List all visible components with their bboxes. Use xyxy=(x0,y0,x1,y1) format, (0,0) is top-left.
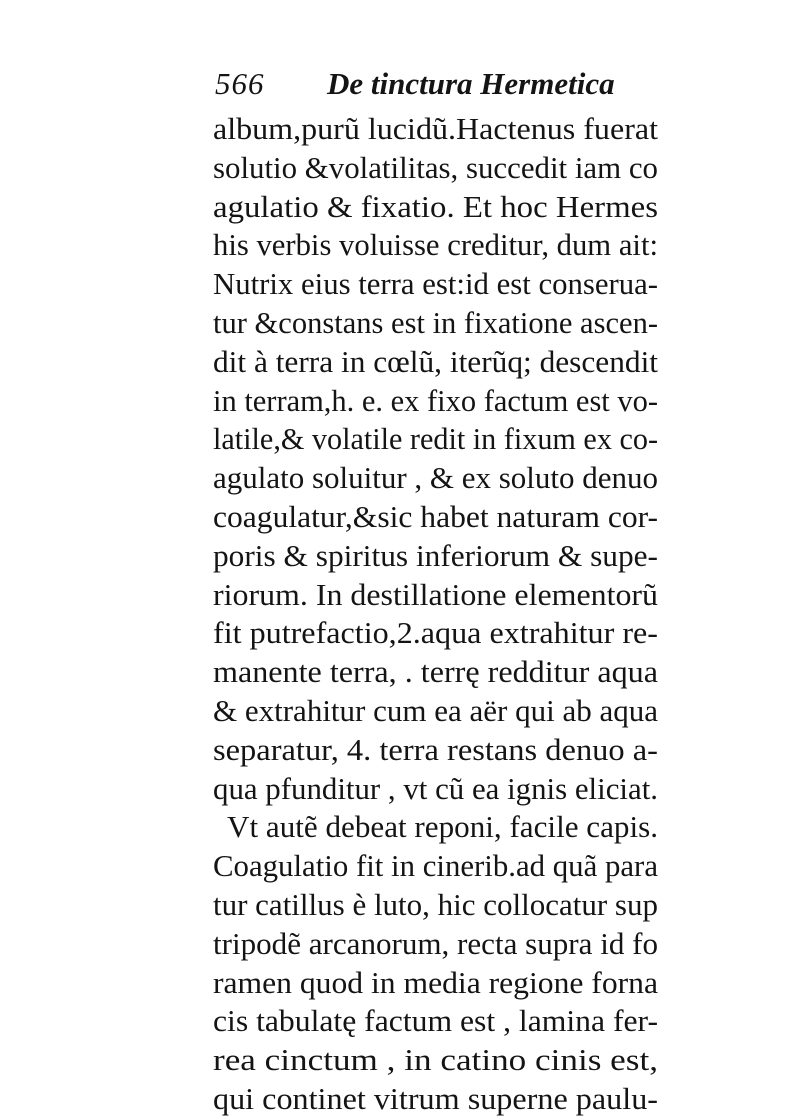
running-title: De tinctura Hermetica xyxy=(327,66,615,101)
text-line: album,purũ lucidũ.Hactenus fuerat xyxy=(213,111,658,146)
page-number: 566 xyxy=(215,66,265,101)
text-line: manente terra, . terrę redditur aqua xyxy=(213,654,658,690)
text-line: rea cinctum , in catino cinis est, xyxy=(213,1042,658,1078)
page-header xyxy=(215,66,615,110)
text-line: Nutrix eius terra est:id est conserua- xyxy=(213,266,658,302)
text-line: qui continet vitrum superne paulu- xyxy=(213,1080,658,1116)
text-line: latile,& volatile redit in fixum ex co- xyxy=(213,421,658,457)
text-line: tur catillus è luto, hic collocatur sup xyxy=(213,886,658,922)
text-line: & extrahitur cum ea aër qui ab aqua xyxy=(213,692,658,728)
text-line: agulato soluitur , & ex soluto denuo xyxy=(213,460,658,496)
text-line: separatur, 4. terra restans denuo a- xyxy=(213,731,658,767)
text-line: his verbis voluisse creditur, dum ait: xyxy=(213,227,658,263)
text-line: agulatio & fixatio. Et hoc Hermes xyxy=(213,188,658,224)
body-text xyxy=(213,110,658,1119)
text-line: in terram,h. e. ex fixo factum est vo- xyxy=(213,382,658,418)
text-line: Coagulatio fit in cinerib.ad quã para xyxy=(213,848,658,884)
text-line: ramen quod in media regione forna xyxy=(213,964,658,1000)
text-line: solutio &volatilitas, succedit iam co xyxy=(213,149,658,185)
text-line: Vt autẽ debeat reponi, facile capis. xyxy=(227,809,658,845)
text-line: tur &constans est in fixatione ascen- xyxy=(213,304,658,340)
text-line: poris & spiritus inferiorum & supe- xyxy=(213,537,658,573)
text-line: cis tabulatę factum est , lamina fer- xyxy=(213,1003,658,1039)
text-line: qua pfunditur , vt cũ ea ignis eliciat. xyxy=(213,770,658,806)
text-line: riorum. In destillatione elementorũ xyxy=(213,576,658,612)
text-line: dit à terra in cœlũ, iterũq; descendit xyxy=(213,343,658,379)
text-line: coagulatur,&sic habet naturam cor- xyxy=(213,498,658,534)
text-line: fit putrefactio,2.aqua extrahitur re- xyxy=(213,615,658,651)
text-line: tripodẽ arcanorum, recta supra id fo xyxy=(213,925,658,961)
